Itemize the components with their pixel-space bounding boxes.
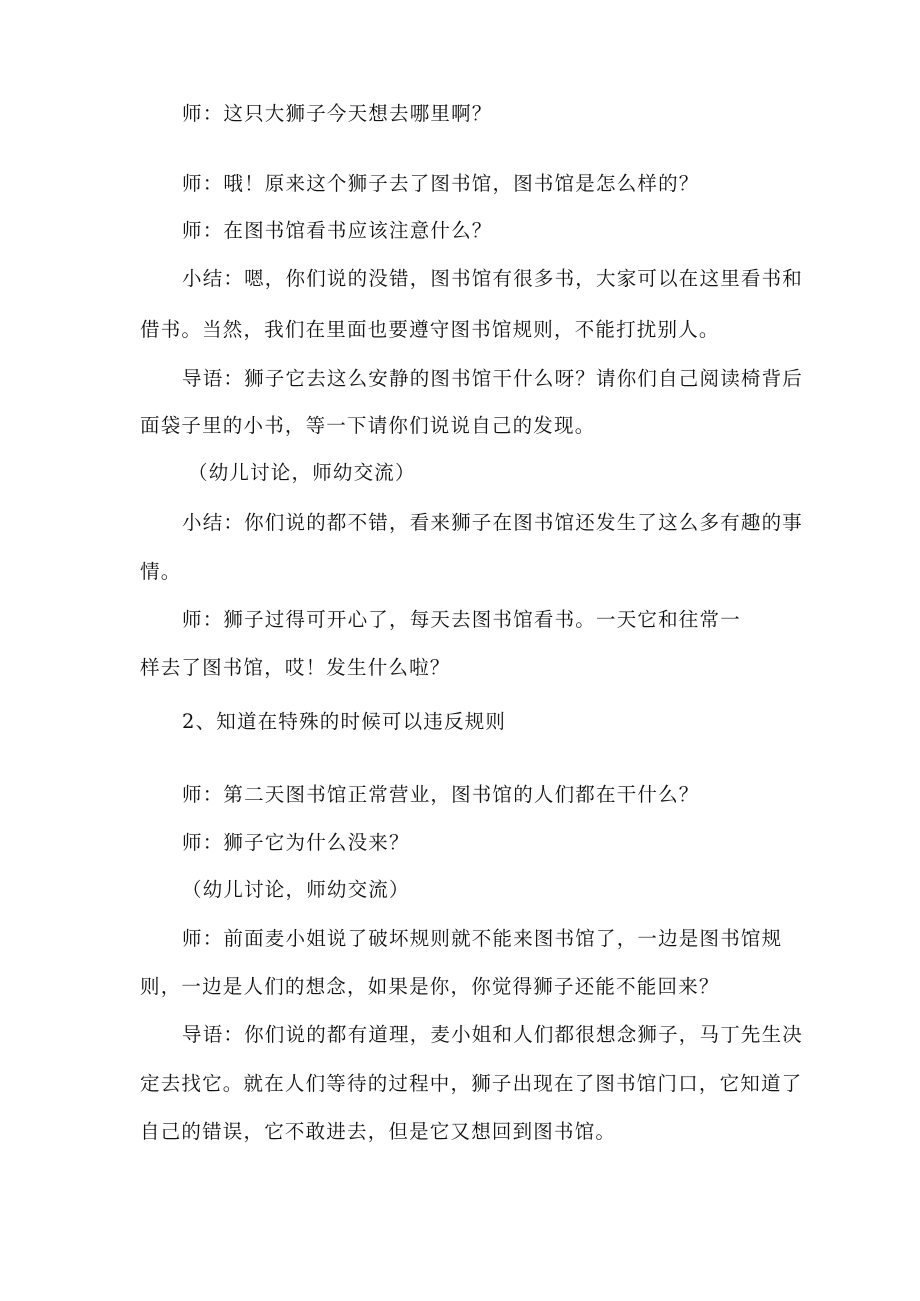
- summary-line-1: 小结：嗯，你们说的没错，图书馆有很多书，大家可以在这里看书和: [182, 267, 804, 290]
- discussion-note-2: （幼儿讨论，师幼交流）: [182, 878, 410, 901]
- teacher-line-library-description: 师：哦！原来这个狮子去了图书馆，图书馆是怎么样的？: [182, 172, 700, 195]
- summary-line-1-continued: 借书。当然，我们在里面也要遵守图书馆规则，不能打扰别人。: [140, 318, 720, 341]
- summary-line-2: 小结：你们说的都不错，看来狮子在图书馆还发生了这么多有趣的事: [182, 511, 804, 534]
- teacher-line-library-attention: 师：在图书馆看书应该注意什么？: [182, 219, 493, 242]
- lead-in-line-1-continued: 面袋子里的小书，等一下请你们说说自己的发现。: [140, 414, 596, 437]
- teacher-line-lion-happy-continued: 样去了图书馆，哎！发生什么啦？: [140, 656, 451, 679]
- lead-in-line-2-end: 自己的错误，它不敢进去，但是它又想回到图书馆。: [140, 1120, 617, 1143]
- teacher-line-second-day: 师：第二天图书馆正常营业，图书馆的人们都在干什么？: [182, 783, 700, 806]
- section-heading-2: 2、知道在特殊的时候可以违反规则: [182, 710, 507, 733]
- lead-in-line-2-continued: 定去找它。就在人们等待的过程中，狮子出现在了图书馆门口，它知道了: [140, 1072, 803, 1095]
- lead-in-line-1: 导语：狮子它去这么安静的图书馆干什么呀？请你们自己阅读椅背后: [182, 367, 804, 390]
- teacher-line-rules-dilemma: 师：前面麦小姐说了破坏规则就不能来图书馆了，一边是图书馆规: [182, 927, 783, 950]
- discussion-note-1: （幼儿讨论，师幼交流）: [188, 461, 416, 484]
- teacher-line-lion-happy: 师：狮子过得可开心了，每天去图书馆看书。一天它和往常一: [182, 608, 741, 631]
- lead-in-line-2: 导语：你们说的都有道理，麦小姐和人们都很想念狮子，马丁先生决: [182, 1023, 804, 1046]
- summary-line-2-continued: 情。: [140, 560, 182, 583]
- teacher-line-why-not-come: 师：狮子它为什么没来？: [182, 831, 410, 854]
- teacher-line-where-lion-goes: 师：这只大狮子今天想去哪里啊？: [182, 102, 493, 125]
- teacher-line-rules-dilemma-continued: 则，一边是人们的想念，如果是你，你觉得狮子还能不能回来？: [140, 975, 720, 998]
